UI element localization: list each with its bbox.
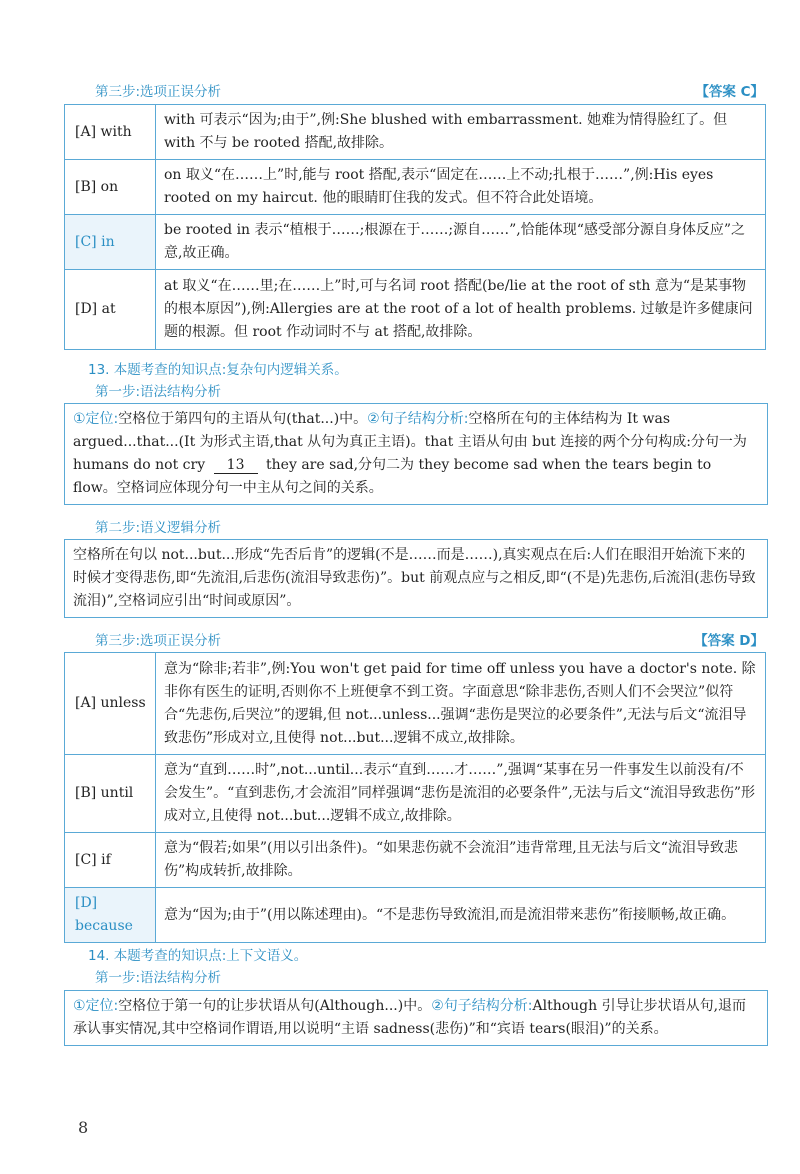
q13-options-table (64, 652, 766, 943)
option-explanation: on 取义“在……上”时,能与 root 搭配,表示“固定在……上不动;扎根于……”,例:His eyes rooted on my haircut. 他的眼睛盯住我的发式。但不符合此处语境。 (156, 160, 766, 215)
option-label: [B] on (65, 160, 156, 215)
q13-option-a (65, 653, 766, 755)
option-label: [C] in (65, 215, 156, 270)
q13-option-c (65, 833, 766, 888)
q12-option-b (65, 160, 766, 215)
q12-answer-badge: 【答案 C】 (695, 84, 764, 100)
option-label: [D] because (65, 888, 156, 943)
locate-tag: ①定位: (73, 411, 119, 427)
option-label: [B] until (65, 755, 156, 833)
q12-options-table (64, 104, 766, 350)
page-number: 8 (78, 1118, 89, 1137)
option-explanation: 意为“直到……时”,not...until...表示“直到……才……”,强调“某事在另一件事发生以前没有/不会发生”。“直到悲伤,才会流泪”同样强调“悲伤是流泪的必要条件”,无法与后文“流泪导致悲伤”形成对立,且使得 not...but...逻辑不成立,故排除。 (156, 755, 766, 833)
structure-tag: ②句子结构分析: (367, 411, 469, 427)
option-explanation: 意为“因为;由于”(用以陈述理由)。“不是悲伤导致流泪,而是流泪带来悲伤”衔接顺畅,故正确。 (156, 888, 766, 943)
option-explanation: be rooted in 表示“植根于……;根源在于……;源自……”,恰能体现“感受部分源自身体反应”之意,故正确。 (156, 215, 766, 270)
q13-answer-badge: 【答案 D】 (694, 633, 764, 649)
option-label: [A] with (65, 105, 156, 160)
option-label: [D] at (65, 270, 156, 350)
q13-grammar-box (64, 403, 768, 505)
option-explanation: at 取义“在……里;在……上”时,可与名词 root 搭配(be/lie at the root of sth 意为“是某事物的根本原因”),例:Allergies are at the root of a lot of health problems. 过敏是许多健康问题的根源。但 root 作动词时不与 at 搭配,故排除。 (156, 270, 766, 350)
q14-step1-heading: 第一步:语法结构分析 (95, 970, 222, 986)
option-explanation: with 可表示“因为;由于”,例:She blushed with embarrassment. 她难为情得脸红了。但 with 不与 be rooted 搭配,故排除。 (156, 105, 766, 160)
q14-heading: 14. 本题考查的知识点:上下文语义。 (88, 948, 308, 964)
q13-heading: 13. 本题考查的知识点:复杂句内逻辑关系。 (88, 362, 348, 378)
option-label: [A] unless (65, 653, 156, 755)
option-label: [C] if (65, 833, 156, 888)
structure-text-cont: they are sad,分句二为 they become sad when the tears begin to flow。空格词应体现分句一中主从句之间的关系。 (73, 457, 712, 496)
option-explanation: 意为“除非;若非”,例:You won't get paid for time off unless you have a doctor's note. 除非你有医生的证明,否则你不上班便拿不到工资。字面意思“除非悲伤,否则人们不会哭泣”似符合“先悲伤,后哭泣”的逻辑,但 not...unless...强调“悲伤是哭泣的必要条件”,无法与后文“流泪导致悲伤”形成对立,且使得 not...but...逻辑不成立,故排除。 (156, 653, 766, 755)
q13-logic-box: 空格所在句以 not...but...形成“先否后肯”的逻辑(不是……而是……),真实观点在后:人们在眼泪开始流下来的时候才变得悲伤,即“先流泪,后悲伤(流泪导致悲伤)”。but 前观点应与之相反,即“(不是)先悲伤,后流泪(悲伤导致流泪)”,空格词应引出“时间或原因”。 (64, 539, 768, 618)
q14-grammar-box (64, 990, 768, 1046)
q13-option-b (65, 755, 766, 833)
q12-option-d (65, 270, 766, 350)
locate-tag: ①定位: (73, 998, 119, 1014)
q12-step3-heading: 第三步:选项正误分析 (95, 84, 222, 100)
q12-option-c (65, 215, 766, 270)
q13-step1-heading: 第一步:语法结构分析 (95, 384, 222, 400)
structure-text: Although 引导让步状语从句,退而承认事实情况,其中空格词作谓语,用以说明“主语 sadness(悲伤)”和“宾语 tears(眼泪)”的关系。 (73, 998, 747, 1037)
q13-step3-heading: 第三步:选项正误分析 (95, 633, 222, 649)
structure-tag: ②句子结构分析: (431, 998, 533, 1014)
option-explanation: 意为“假若;如果”(用以引出条件)。“如果悲伤就不会流泪”违背常理,且无法与后文“流泪导致悲伤”构成转折,故排除。 (156, 833, 766, 888)
locate-text: 空格位于第一句的让步状语从句(Although...)中。 (118, 998, 432, 1014)
blank-13: 13 (214, 457, 258, 474)
structure-text: 空格所在句的主体结构为 It was argued...that...(It 为形式主语,that 从句为真正主语)。that 主语从句由 but 连接的两个分句构成:分句一为 humans do not cry (73, 411, 747, 473)
q13-option-d (65, 888, 766, 943)
locate-text: 空格位于第四句的主语从句(that...)中。 (118, 411, 368, 427)
q12-option-a (65, 105, 766, 160)
q13-step2-heading: 第二步:语义逻辑分析 (95, 520, 222, 536)
